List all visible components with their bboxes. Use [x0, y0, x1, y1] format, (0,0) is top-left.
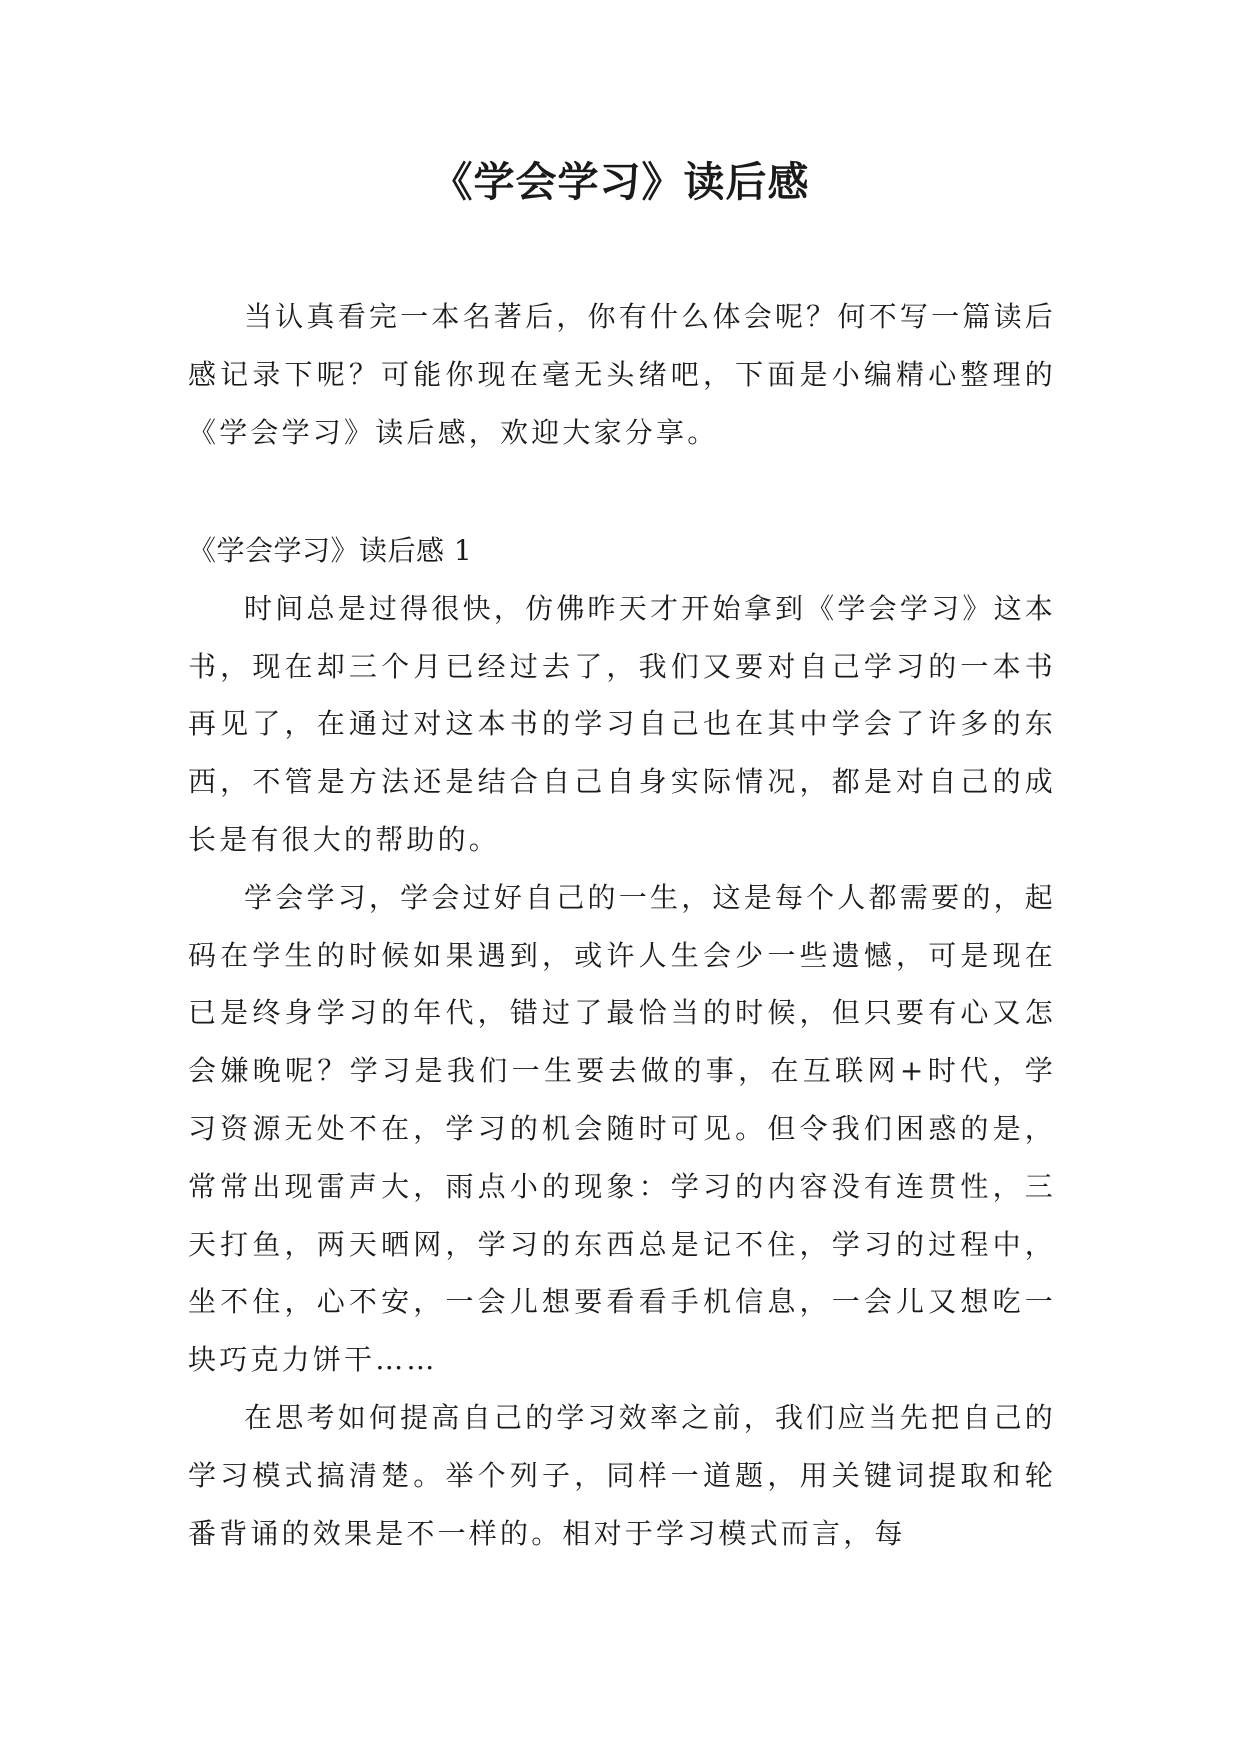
intro-paragraph: 当认真看完一本名著后，你有什么体会呢？何不写一篇读后感记录下呢？可能你现在毫无头绪吧，下面是小编精心整理的《学会学习》读后感，欢迎大家分享。	[188, 300, 1056, 449]
body-paragraph: 时间总是过得很快，仿佛昨天才开始拿到《学会学习》这本书，现在却三个月已经过去了，我们又要对自己学习的一本书再见了，在通过对这本书的学习自己也在其中学会了许多的东西，不管是方法还是结合自己自身实际情况，都是对自己的成长是有很大的帮助的。	[188, 591, 1056, 856]
document-title: 《学会学习》读后感	[431, 158, 810, 206]
section-heading: 《学会学习》读后感 1	[188, 534, 473, 567]
article-section	[188, 522, 1056, 1562]
intro-section	[188, 288, 1056, 461]
body-paragraph: 学会学习，学会过好自己的一生，这是每个人都需要的，起码在学生的时候如果遇到，或许人生会少一些遗憾，可是现在已是终身学习的年代，错过了最恰当的时候，但只要有心又怎会嫌晚呢？学习是我们一生要去做的事，在互联网+时代，学习资源无处不在，学习的机会随时可见。但令我们困惑的是，常常出现雷声大，雨点小的现象：学习的内容没有连贯性，三天打鱼，两天晒网，学习的东西总是记不住，学习的过程中，坐不住，心不安，一会儿想要看看手机信息，一会儿又想吃一块巧克力饼干……	[188, 880, 1056, 1377]
body-paragraph: 在思考如何提高自己的学习效率之前，我们应当先把自己的学习模式搞清楚。举个列子，同样一道题，用关键词提取和轮番背诵的效果是不一样的。相对于学习模式而言，每	[188, 1400, 1056, 1550]
